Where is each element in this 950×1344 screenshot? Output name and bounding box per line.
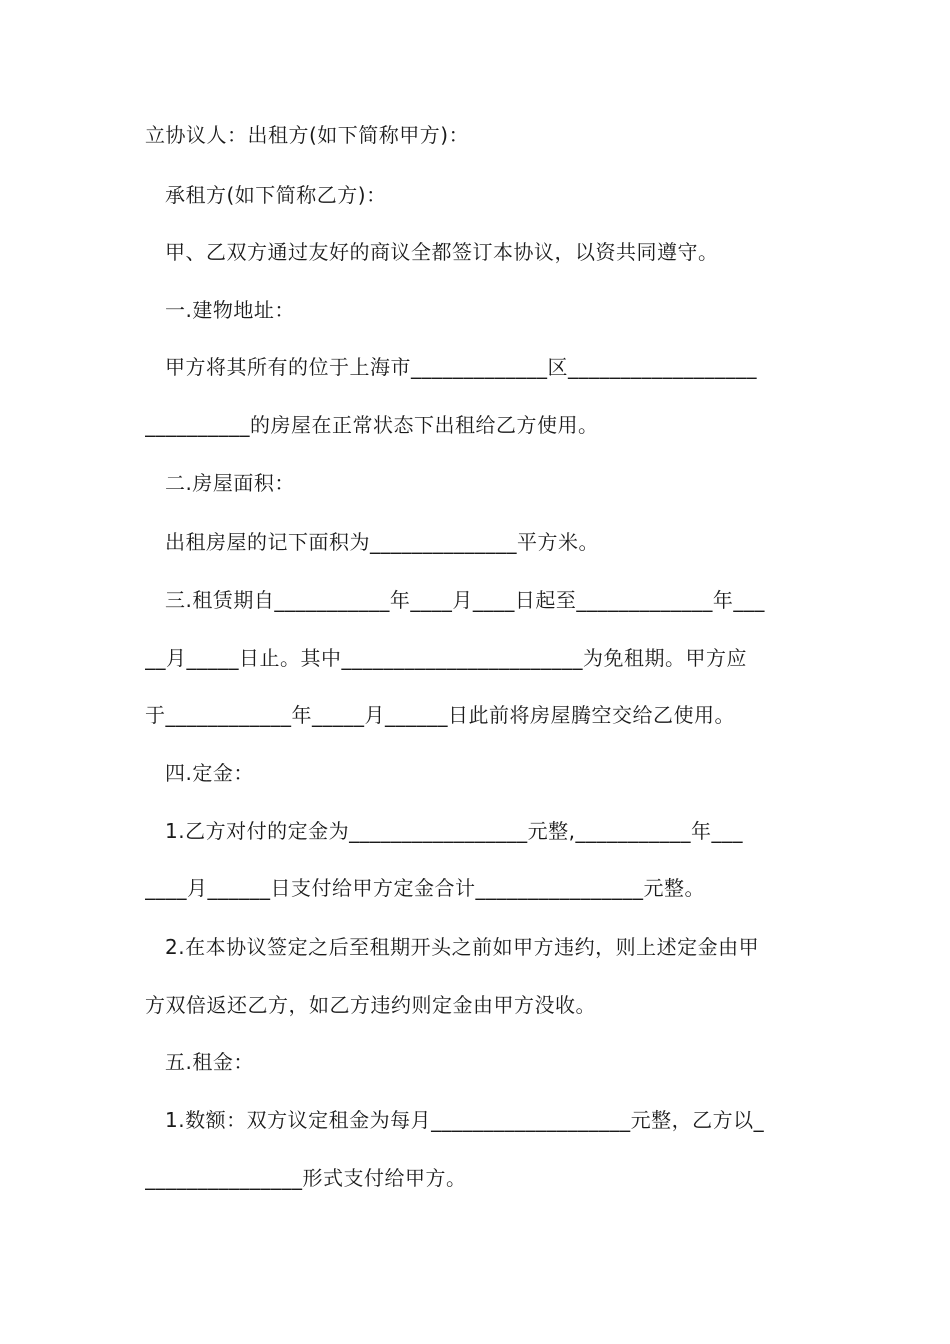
address-line-2: __________的房屋在正常状态下出租给乙方使用。 (145, 413, 599, 437)
deposit-clause-line-1: 2.在本协议签定之后至租期开头之前如甲方违约，则上述定金由甲 (165, 935, 760, 959)
lease-term-line-2: __月_____日止。其中_______________________为免租期。甲方应 (145, 646, 747, 670)
rent-line-1: 1.数额：双方议定租金为每月___________________元整，乙方以_ (165, 1108, 765, 1132)
section-heading-rent: 五.租金： (165, 1050, 254, 1074)
section-heading-area: 二.房屋面积： (165, 471, 295, 495)
section-heading-deposit: 四.定金： (165, 761, 254, 785)
deposit-line-2: ____月______日支付给甲方定金合计________________元整。 (145, 876, 705, 900)
lease-term-line-3: 于____________年_____月______日此前将房屋腾空交给乙使用。 (145, 703, 735, 727)
address-line-1: 甲方将其所有的位于上海市_____________区__________________ (165, 355, 757, 379)
tenant-line: 承租方(如下简称乙方)： (165, 183, 387, 207)
deposit-clause-line-2: 方双倍返还乙方，如乙方违约则定金由甲方没收。 (145, 993, 596, 1017)
preamble-line: 甲、乙双方通过友好的商议全都签订本协议，以资共同遵守。 (165, 240, 719, 264)
rent-line-2: _______________形式支付给甲方。 (145, 1166, 467, 1190)
area-line: 出租房屋的记下面积为______________平方米。 (165, 530, 599, 554)
parties-heading: 立协议人：出租方(如下简称甲方)： (145, 123, 470, 147)
section-heading-address: 一.建物地址： (165, 298, 295, 322)
lease-term-line-1: 三.租赁期自___________年____月____日起至_____________年___ (165, 588, 765, 612)
deposit-line-1: 1.乙方对付的定金为_________________元整,___________年___ (165, 819, 743, 843)
